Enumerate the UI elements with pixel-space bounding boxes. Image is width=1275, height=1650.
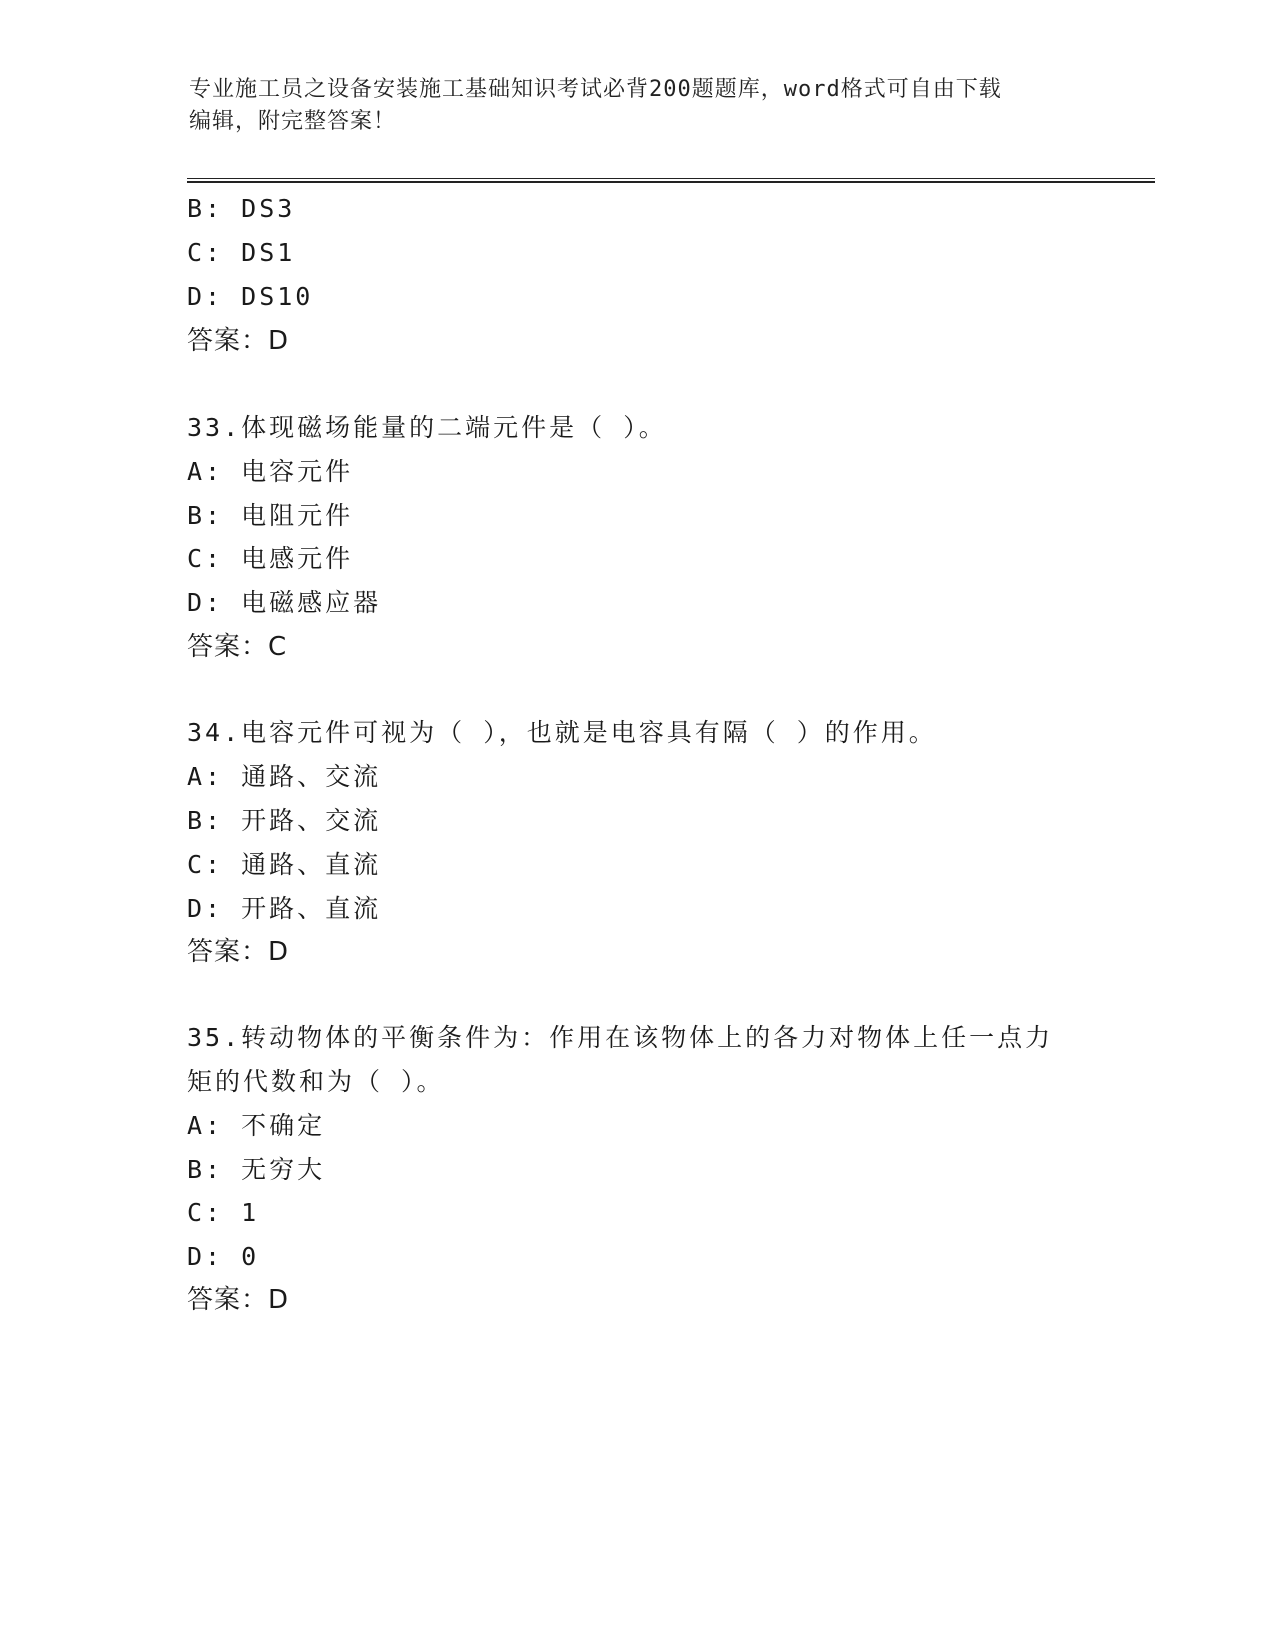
header-title-line-1: 专业施工员之设备安装施工基础知识考试必背200题题库，word格式可自由下载 — [189, 77, 1002, 102]
q33-answer: 答案：C — [187, 632, 288, 662]
q35-option-b: B: 无穷大 — [187, 1155, 326, 1184]
q32-option-b: B: DS3 — [187, 194, 296, 223]
q34-option-a: A: 通路、交流 — [187, 762, 382, 791]
q33-option-a: A: 电容元件 — [187, 457, 354, 486]
q35-answer: 答案：D — [187, 1285, 290, 1315]
q32-option-d: D: DS10 — [187, 282, 314, 311]
header-divider-thick — [187, 181, 1155, 183]
q34-answer: 答案：D — [187, 937, 290, 967]
q34-option-d: D: 开路、直流 — [187, 894, 382, 923]
q33-option-c: C: 电感元件 — [187, 544, 354, 573]
q33-option-b: B: 电阻元件 — [187, 501, 354, 530]
q34-option-b: B: 开路、交流 — [187, 806, 382, 835]
q35-question-line-1: 35.转动物体的平衡条件为：作用在该物体上的各力对物体上任一点力 — [187, 1023, 1054, 1052]
q34-question: 34.电容元件可视为（ ），也就是电容具有隔（ ）的作用。 — [187, 718, 937, 747]
q35-option-d: D: 0 — [187, 1242, 260, 1271]
q33-option-d: D: 电磁感应器 — [187, 588, 382, 617]
q32-answer: 答案：D — [187, 326, 290, 356]
q32-option-c: C: DS1 — [187, 238, 296, 267]
document-header — [189, 74, 1069, 138]
q34-option-c: C: 通路、直流 — [187, 850, 382, 879]
q35-option-c: C: 1 — [187, 1198, 260, 1227]
header-divider-thin — [187, 178, 1155, 179]
q35-option-a: A: 不确定 — [187, 1111, 326, 1140]
q35-question-line-2: 矩的代数和为（ ）。 — [187, 1067, 445, 1096]
header-title-line-2: 编辑，附完整答案！ — [189, 109, 397, 134]
q33-question: 33.体现磁场能量的二端元件是（ ）。 — [187, 413, 667, 442]
